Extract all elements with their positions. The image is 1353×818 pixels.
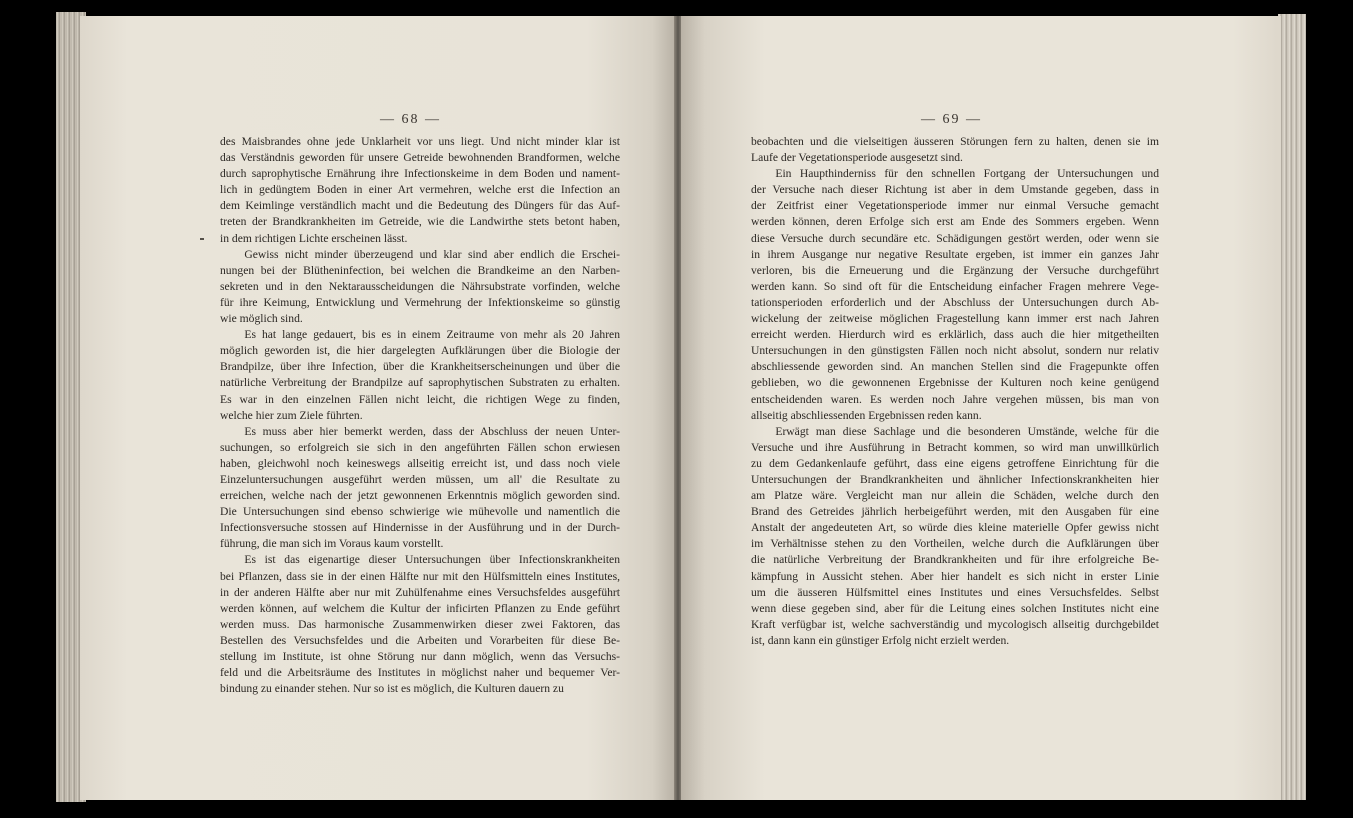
text-line: Kraft verfügbar ist, welche sachverständig und mycologisch allseitig durchgebildet xyxy=(751,617,1159,631)
text-line: werden können, deren Erfolge sich erst am Ende des Sommers ergeben. Wenn xyxy=(751,215,1159,229)
text-line: lich in gedüngtem Boden in einer Art vermehren, welche erst die Infection an xyxy=(220,183,620,197)
right-page-body xyxy=(751,134,1159,649)
text-line: in ihrem Ausgange nur negative Resultate ergeben, ist immer ein ganzes Jahr xyxy=(751,247,1159,261)
text-line: wenn diese gegeben sind, aber für die Leitung eines solchen Institutes nicht eine xyxy=(751,601,1159,615)
text-line: in dem richtigen Lichte erscheinen lässt. xyxy=(220,231,408,245)
text-line: wie möglich sind. xyxy=(220,312,303,326)
paragraph xyxy=(220,134,620,247)
text-line: suchungen, so erfolgreich sie sich in den angeführten Fällen schon erwiesen xyxy=(220,440,620,454)
text-line: Einzeluntersuchungen ausgeführt werden müssen, um all' die Resultate zu xyxy=(220,472,620,486)
text-line: Infectionsversuche stossen auf Hindernisse in der Ausführung und in der Durch- xyxy=(220,521,620,535)
paragraph xyxy=(220,552,620,697)
text-line: Untersuchungen der Brandkrankheiten und ähnlicher Infectionskrankheiten hier xyxy=(751,472,1159,486)
text-line: im Verhältnisse stehen zu den Vortheilen, welche durch die Aufklärungen über xyxy=(751,537,1159,551)
text-line: Laufe der Vegetationsperiode ausgesetzt sind. xyxy=(751,151,963,165)
text-line: Es war in den einzelnen Fällen nicht leicht, die richtigen Wege zu finden, xyxy=(220,392,620,406)
text-line: durch saprophytische Ernährung ihre Infectionskeime in dem Boden und nament- xyxy=(220,167,620,181)
text-line: tationsperioden erforderlich und der Abschluss der Untersuchungen durch Ab- xyxy=(751,295,1159,309)
paragraph xyxy=(220,424,620,553)
text-line: stellung im Institute, ist ohne Störung nur dann möglich, wenn das Versuchs- xyxy=(220,650,620,663)
text-line: Anstalt der angedeuteten Art, so würde dies kleine materielle Opfer gewiss nicht xyxy=(751,521,1159,535)
paragraph xyxy=(220,327,620,424)
text-line: kämpfung in Aussicht stehen. Aber hier handelt es sich nicht in erster Linie xyxy=(751,569,1159,583)
paragraph xyxy=(751,134,1159,166)
left-page-body xyxy=(220,134,620,697)
text-line: Ein Haupthinderniss für den schnellen Fortgang der Untersuchungen und xyxy=(775,167,1159,181)
text-line: allseitig abschliessenden Ergebnissen reden kann. xyxy=(751,408,982,422)
text-line: am Platze wäre. Vergleicht man nur allein die Schäden, welche durch den xyxy=(751,489,1159,503)
text-line: sekreten und in den Nektarausscheidungen die Nährsubstrate vorfinden, welche xyxy=(220,279,620,293)
text-line: diese Versuche durch secundäre etc. Schädigungen gestört werden, oder wenn sie xyxy=(751,231,1159,245)
margin-mark xyxy=(200,238,204,240)
text-line: Versuche und ihre Ausführung in Betracht kommen, so wird man unwillkürlich xyxy=(751,440,1159,454)
paragraph xyxy=(751,166,1159,424)
left-page xyxy=(80,16,676,800)
text-line: ist, dann kann ein günstiger Erfolg nicht erzielt werden. xyxy=(751,633,1010,647)
text-line: der Versuche nach dieser Richtung ist aber in dem Umstande gegeben, dass in xyxy=(751,183,1159,197)
text-line: Die Untersuchungen sind ebenso schwierige wie mühevolle und namentlich die xyxy=(220,505,620,519)
text-line: dem Keimlinge verständlich macht und die Bedeutung des Düngers für das Auf- xyxy=(220,199,620,213)
text-line: geblieben, wo die gewonnenen Ergebnisse der Kulturen noch keine genügend xyxy=(751,376,1159,390)
text-line: bindung zu einander stehen. Nur so ist es möglich, die Kulturen dauern zu xyxy=(220,682,564,696)
text-line: abschliessende geworden sind. An manchen Stellen sind die Fragepunkte offen xyxy=(751,360,1159,374)
text-line: Es muss aber hier bemerkt werden, dass der Abschluss der neuen Unter- xyxy=(244,424,620,438)
text-line: Es hat lange gedauert, bis es in einem Zeitraume von mehr als 20 Jahren xyxy=(244,328,620,342)
text-line: für ihre Keimung, Entwicklung und Vermehrung der Infektionskeime so günstig xyxy=(220,295,620,309)
text-line: Brandpilze, über ihre Infection, über die Krankheitserscheinungen und über die xyxy=(220,360,620,374)
text-line: werden muss. Das harmonische Zusammenwirken dieser zwei Faktoren, das xyxy=(220,617,620,631)
text-line: Bestellen des Versuchsfeldes und die Arbeiten und Vorarbeiten für diese Be- xyxy=(220,633,620,647)
text-line: des Maisbrandes ohne jede Unklarheit vor uns liegt. Und nicht minder klar ist xyxy=(220,135,620,148)
text-line: möglich geworden ist, die hier dargelegten Aufklärungen über die Biologie der xyxy=(220,344,620,358)
text-line: das Verständnis geworden für unsere Getreide bewohnenden Brandformen, welche xyxy=(220,151,620,165)
paragraph xyxy=(751,424,1159,649)
text-line: treten der Brandkrankheiten im Getreide, wie die Landwirthe stets betont haben, xyxy=(220,215,620,229)
text-line: verloren, bis die Erneuerung und die Ergänzung der Versuche durchgeführt xyxy=(751,263,1159,277)
text-line: der Zeitfrist einer Vegetationsperiode immer nur einmal Versuche gemacht xyxy=(751,199,1159,213)
right-page xyxy=(681,16,1281,800)
text-line: beobachten und die vielseitigen äusseren Störungen fern zu halten, denen sie im xyxy=(751,135,1159,148)
text-line: erreicht werden. Hierdurch wird es erklärlich, dass auch die hier mitgetheilten xyxy=(751,328,1159,342)
text-line: Gewiss nicht minder überzeugend und klar sind aber endlich die Erschei- xyxy=(244,247,620,261)
paragraph xyxy=(220,247,620,327)
text-line: erreichen, welche nach der jetzt gewonnenen Erkenntnis möglich geworden sind. xyxy=(220,489,620,503)
text-line: Erwägt man diese Sachlage und die besonderen Umstände, welche für die xyxy=(775,424,1159,438)
right-page-edges xyxy=(1278,14,1306,800)
text-line: zu dem Gedankenlaufe geführt, dass eine eigens getroffene Einrichtung für die xyxy=(751,456,1159,470)
text-line: bei Pflanzen, dass sie in der einen Hälfte nur mit den Hülfsmitteln eines Institutes, xyxy=(220,569,620,583)
page-number-right: — 69 — xyxy=(921,112,982,127)
text-line: Brand des Getreides jährlich herbeigeführt werden, mit den Ausgaben für eine xyxy=(751,505,1159,519)
text-line: die natürliche Verbreitung der Brandkrankheiten und für ihre erfolgreiche Be- xyxy=(751,553,1159,567)
text-line: werden kann. So sind oft für die Entscheidung einfacher Fragen mehrere Vege- xyxy=(751,279,1159,293)
text-line: welche hier zum Ziele führten. xyxy=(220,408,363,422)
text-line: feld und die Arbeitsräume des Institutes in möglichst naher und bequemer Ver- xyxy=(220,666,620,680)
text-line: Es ist das eigenartige dieser Untersuchungen über Infectionskrankheiten xyxy=(244,553,620,567)
text-line: in der anderen Hälfte aber nur mit Zuhülfenahme eines Versuchsfeldes ausgeführt xyxy=(220,585,620,599)
text-line: wickelung der zeitweise möglichen Fragestellung kann immer erst nach Jahren xyxy=(751,312,1159,326)
text-line: natürliche Verbreitung der Brandpilze auf saprophytischen Substraten zu erhalten. xyxy=(220,376,620,390)
text-line: Untersuchungen in den günstigsten Fällen noch nicht absolut, sondern nur relativ xyxy=(751,344,1159,358)
text-line: um die äusseren Hülfsmittel eines Institutes und eines Versuchsfeldes. Selbst xyxy=(751,585,1159,599)
text-line: haben, gleichwohl noch keineswegs allseitig erreicht ist, und dass noch viele xyxy=(220,456,620,470)
text-line: entscheidenden waren. Es werden noch Jahre vergehen müssen, bis man von xyxy=(751,392,1159,406)
text-line: nungen bei der Blütheninfection, bei welchen die Brandkeime an den Narben- xyxy=(220,263,620,277)
text-line: werden können, auf welchem die Kultur der inficirten Pflanzen zu Ende geführt xyxy=(220,601,620,615)
text-line: führung, die man sich im Voraus kaum vorstellt. xyxy=(220,537,444,551)
page-number-left: — 68 — xyxy=(380,112,441,127)
